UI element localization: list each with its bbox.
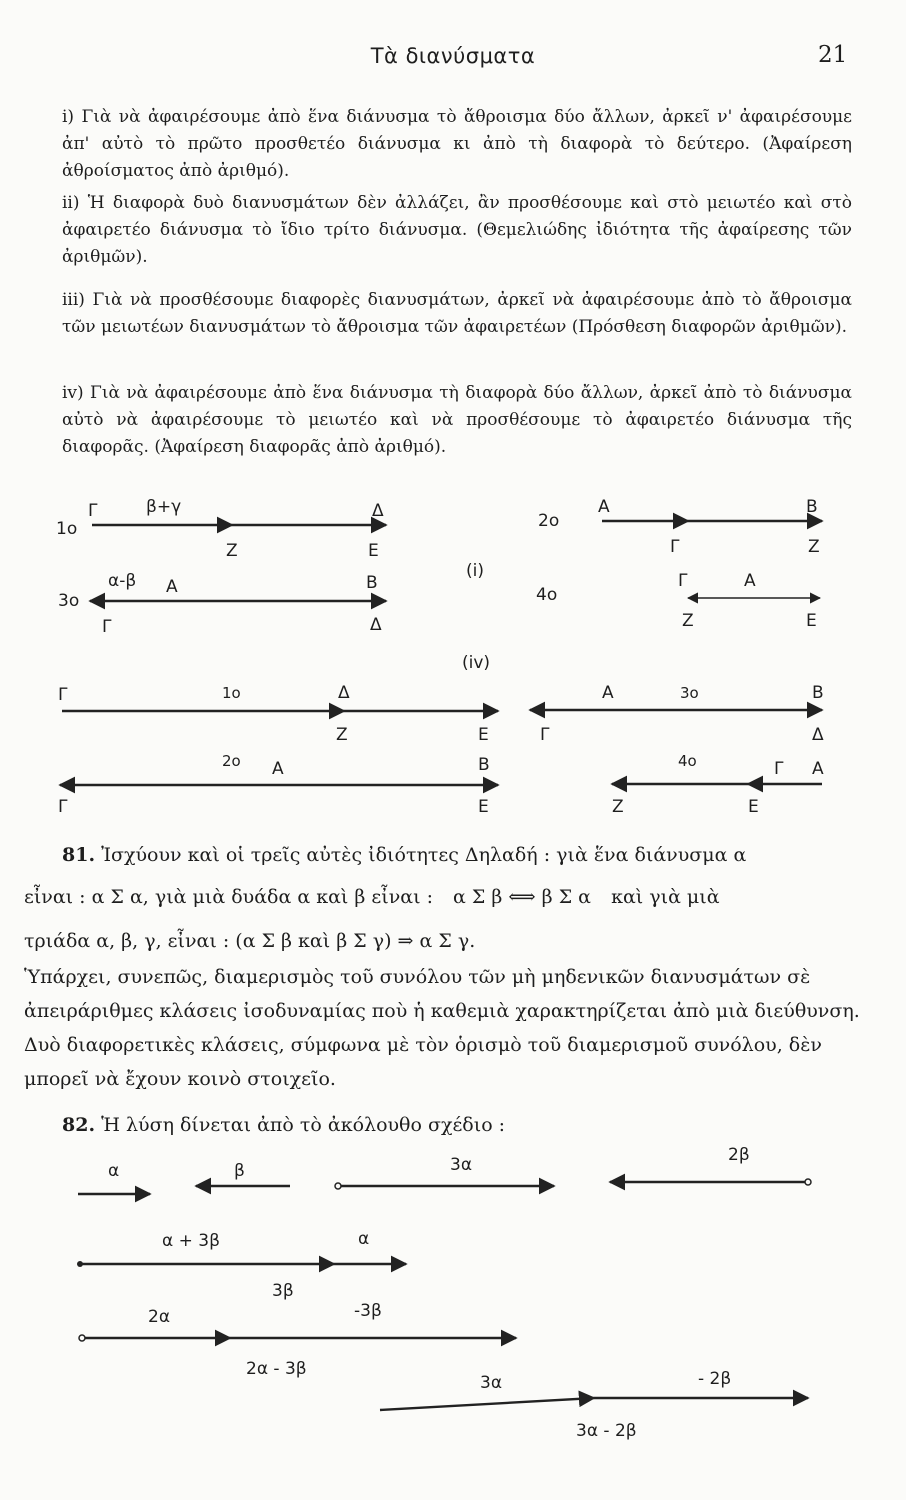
label-minus-3b: -3β <box>354 1301 382 1321</box>
case-i-3-label-a: Α <box>166 577 178 597</box>
case-i-2-label-z: Ζ <box>808 537 820 557</box>
case-i-2-label-b: Β <box>806 497 818 517</box>
label-3b: 3β <box>272 1281 294 1301</box>
case-i-1-label-sum: β+γ <box>146 497 182 517</box>
case-i-4-label-z: Ζ <box>682 611 694 631</box>
case-i-3-tag: 3ο <box>58 591 80 611</box>
label-3a-second: 3α <box>480 1373 503 1393</box>
case-i-3-label-diff: α-β <box>108 571 137 591</box>
figure-82 <box>77 1145 811 1441</box>
case-i-3-label-b: Β <box>366 573 378 593</box>
case-i-1-label-g: Γ <box>88 501 98 521</box>
case-iv-4-label-a: Α <box>812 759 824 779</box>
label-minus-2b: - 2β <box>698 1369 732 1389</box>
case-iv-3-label-g: Γ <box>540 725 550 745</box>
vector-row3-origin <box>79 1335 85 1341</box>
section-81-paragraph: Ὑπάρχει, συνεπῶς, διαμερισμὸς τοῦ συνόλου τῶν μὴ μηδενικῶν διανυσμάτων σὲ ἀπειράριθμες κλάσεις ἰσοδυναμίας ποὺ ἡ καθεμιὰ χαρακτηρίζεται ἀπὸ μιὰ διεύθυνση. Δυὸ διαφορετικὲς κλάσεις, σύμφωνα μὲ τὸν ὁρισμὸ τοῦ διαμερισμοῦ συνόλου, δὲν μπορεῖ νὰ ἔχουν κοινὸ στοιχεῖο. <box>24 966 860 1090</box>
case-iv-1-label-e: Ε <box>478 725 489 745</box>
vector-2b-origin <box>805 1179 811 1185</box>
page-header-title: Τὰ διανύσματα <box>370 44 536 68</box>
case-iv-3-label-b: Β <box>812 683 824 703</box>
item-iii-text: Γιὰ νὰ προσθέσουμε διαφορὲς διανυσμάτων, ἀρκεῖ νὰ ἀφαιρέσουμε ἀπὸ τὸ ἄθροισμα τῶν μειωτέων διανυσμάτων τὸ ἄθροισμα τῶν ἀφαιρετέων (Πρόσθεση διαφορῶν ἀριθμῶν). <box>62 290 853 337</box>
case-iv-2-label-b: Β <box>478 755 490 775</box>
case-i-2-label-a: Α <box>598 497 610 517</box>
item-iii-label: iii) <box>62 290 85 310</box>
case-i-1-label-e: Ε <box>368 541 379 561</box>
label-2b: 2β <box>728 1145 750 1165</box>
label-3a: 3α <box>450 1155 473 1175</box>
case-iv-2-label-g: Γ <box>58 797 68 817</box>
figure-i <box>56 497 822 637</box>
case-i-4-label-a: Α <box>744 571 756 591</box>
case-iv-3-label-d: Δ <box>812 725 824 745</box>
case-i-3-label-d: Δ <box>370 615 382 635</box>
case-i-4-tag: 4ο <box>536 585 558 605</box>
section-81-line2a: εἶναι : α Σ α, γιὰ μιὰ δυάδα α καὶ β εἶναι : <box>24 886 433 908</box>
case-i-2-tag: 2ο <box>538 511 560 531</box>
figure-i-caption: (i) <box>466 561 484 581</box>
label-a-single: α <box>358 1229 370 1249</box>
page-number: 21 <box>818 42 848 68</box>
case-iv-1-tag: 1ο <box>222 684 241 702</box>
case-iv-3-tag: 3ο <box>680 684 699 702</box>
section-81-line2c: καὶ γιὰ μιὰ <box>611 886 720 908</box>
label-a: α <box>108 1161 120 1181</box>
case-iv-2-tag: 2ο <box>222 752 241 770</box>
vector-3a-origin <box>335 1183 341 1189</box>
item-iv-label: iv) <box>62 383 84 403</box>
case-iv-1-label-g: Γ <box>58 685 68 705</box>
label-3a-minus-2b: 3α - 2β <box>576 1421 637 1441</box>
case-iv-3-label-a: Α <box>602 683 614 703</box>
section-81-number: 81. <box>62 844 96 866</box>
label-2a: 2α <box>148 1307 171 1327</box>
vector-3a-second <box>380 1398 594 1410</box>
label-a-plus-3b: α + 3β <box>162 1231 220 1251</box>
section-82-line <box>62 1114 862 1136</box>
figure-iv <box>58 653 824 817</box>
label-2a-minus-3b: 2α - 3β <box>246 1359 307 1379</box>
item-ii-label: ii) <box>62 193 80 213</box>
section-81-line1 <box>62 844 862 866</box>
case-iv-4-tag: 4ο <box>678 752 697 770</box>
case-i-4-label-g: Γ <box>678 571 688 591</box>
section-82-text: Ἡ λύση δίνεται ἀπὸ τὸ ἀκόλουθο σχέδιο : <box>101 1114 506 1136</box>
item-ii-text: Ἡ διαφορὰ δυὸ διανυσμάτων δὲν ἀλλάζει, ἂν προσθέσουμε καὶ στὸ μειωτέο καὶ στὸ ἀφαιρετέο διάνυσμα τὸ ἴδιο τρίτο διάνυσμα. (Θεμελιώδης ἰδιότητα τῆς ἀφαίρεσης τῶν ἀριθμῶν). <box>62 193 852 267</box>
section-81-line2b: α Σ β ⟺ β Σ α <box>453 886 592 908</box>
case-iv-4-label-e: Ε <box>748 797 759 817</box>
case-i-3-label-g: Γ <box>102 617 112 637</box>
case-iv-1-label-d: Δ <box>338 683 350 703</box>
section-81-line1-text: Ἰσχύουν καὶ οἱ τρεῖς αὐτὲς ἰδιότητες Δηλαδή : γιὰ ἕνα διάνυσμα α <box>101 844 747 866</box>
case-i-1-label-z: Ζ <box>226 541 238 561</box>
item-iv-text: Γιὰ νὰ ἀφαιρέσουμε ἀπὸ ἕνα διάνυσμα τὴ διαφορὰ δύο ἄλλων, ἀρκεῖ ἀπὸ τὸ διάνυσμα αὐτὸ νὰ ἀφαιρέσουμε τὸ μειωτέο καὶ νὰ προσθέσουμε τὸ ἀφαιρετέο διάνυσμα τῆς διαφορᾶς. (Ἀφαίρεση διαφορᾶς ἀπὸ ἀριθμό). <box>62 383 853 457</box>
section-81-line3: τριάδα α, β, γ, εἶναι : (α Σ β καὶ β Σ γ) ⇒ α Σ γ. <box>24 930 476 952</box>
case-iv-2-label-e: Ε <box>478 797 489 817</box>
item-i-label: i) <box>62 107 75 127</box>
case-i-4-label-e: Ε <box>806 611 817 631</box>
case-iv-4-label-g: Γ <box>774 759 784 779</box>
case-i-1-tag: 1ο <box>56 519 78 539</box>
case-i-2-label-g: Γ <box>670 537 680 557</box>
label-b: β <box>234 1161 245 1181</box>
figure-iv-caption: (iv) <box>462 653 491 673</box>
section-82-number: 82. <box>62 1114 96 1136</box>
item-i-text: Γιὰ νὰ ἀφαιρέσουμε ἀπὸ ἕνα διάνυσμα τὸ ἄθροισμα δύο ἄλλων, ἀρκεῖ ν' ἀφαιρέσουμε ἀπ' αὐτὸ τὸ πρῶτο προσθετέο διάνυσμα κι ἀπὸ τὴ διαφορὰ τὸ δεύτερο. (Ἀφαίρεση ἀθροίσματος ἀπὸ ἀριθμό). <box>62 107 852 181</box>
case-iv-1-label-z: Ζ <box>336 725 348 745</box>
case-iv-4-label-z: Ζ <box>612 797 624 817</box>
section-81-line2 <box>24 886 824 908</box>
case-iv-2-label-a: Α <box>272 759 284 779</box>
case-i-1-label-d: Δ <box>372 501 384 521</box>
